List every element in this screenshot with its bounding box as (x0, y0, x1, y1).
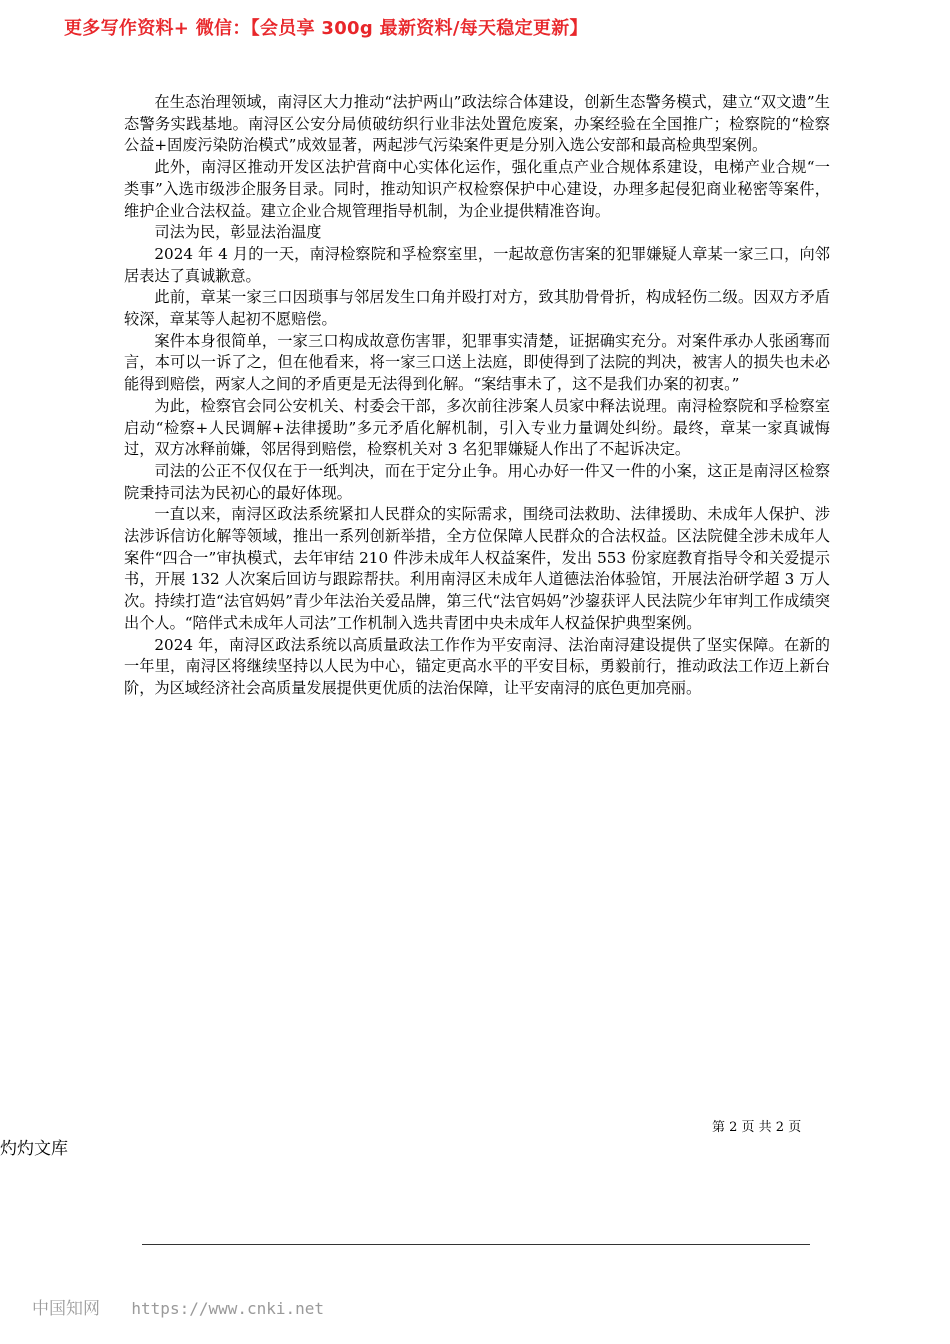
paragraph: 在生态治理领域，南浔区大力推动“法护两山”政法综合体建设，创新生态警务模式，建立“双文遗”生态警务实践基地。南浔区公安分局侦破纺织行业非法处置危废案，办案经验在全国推广；检察院的“检察公益+固废污染防治模式”成效显著，两起涉气污染案件更是分别入选公安部和最高检典型案例。 (124, 93, 830, 155)
paragraph: 此外，南浔区推动开发区法护营商中心实体化运作，强化重点产业合规体系建设，电梯产业合规“一类事”入选市级涉企服务目录。同时，推动知识产权检察保护中心建设，办理多起侵犯商业秘密等案件，维护企业合法权益。建立企业合规管理指导机制，为企业提供精准咨询。 (124, 158, 830, 220)
paragraph: 一直以来，南浔区政法系统紧扣人民群众的实际需求，围绕司法救助、法律援助、未成年人保护、涉法涉诉信访化解等领域，推出一系列创新举措，全方位保障人民群众的合法权益。区法院健全涉未成年人案件“四合一”审执模式，去年审结 210 件涉未成年人权益案件，发出 553 份家庭教育指导令和关爱提示书，开展 132 人次案后回访与跟踪帮扶。利用南浔区未成年人道德法治体验馆，开展法治研学超 3 万人次。持续打造“法官妈妈”青少年法治关爱品牌，第三代“法官妈妈”沙鋆获评人民法院少年审判工作成绩突出个人。“陪伴式未成年人司法”工作机制入选共青团中央未成年人权益保护典型案例。 (124, 505, 830, 632)
watermark-url[interactable]: https://www.cnki.net (131, 1299, 325, 1318)
paragraph: 为此，检察官会同公安机关、村委会干部，多次前往涉案人员家中释法说理。南浔检察院和孚检察室启动“检察+人民调解+法律援助”多元矛盾化解机制，引入专业力量调处纠纷。最终，章某一家真诚悔过，双方冰释前嫌，邻居得到赔偿，检察机关对 3 名犯罪嫌疑人作出了不起诉决定。 (124, 396, 830, 459)
paragraph: 司法的公正不仅仅在于一纸判决，而在于定分止争。用心办好一件又一件的小案，这正是南浔区检察院秉持司法为民初心的最好体现。 (124, 461, 830, 502)
paragraph: 此前，章某一家三口因琐事与邻居发生口角并殴打对方，致其肋骨骨折，构成轻伤二级。因双方矛盾较深，章某等人起初不愿赔偿。 (124, 288, 830, 329)
paragraph: 2024 年 4 月的一天，南浔检察院和孚检察室里，一起故意伤害案的犯罪嫌疑人章某一家三口，向邻居表达了真诚歉意。 (124, 244, 830, 285)
watermark-name: 中国知网 (32, 1299, 100, 1319)
section-heading: 司法为民，彰显法治温度 (154, 223, 322, 242)
watermark (32, 1294, 324, 1319)
paragraph: 案件本身很简单，一家三口构成故意伤害罪，犯罪事实清楚，证据确实充分。对案件承办人张函骞而言，本可以一诉了之，但在他看来，将一家三口送上法庭，即使得到了法院的判决，被害人的损失也未必能得到赔偿，两家人之间的矛盾更是无法得到化解。“案结事未了，这不是我们办案的初衷。” (124, 331, 830, 394)
paragraph: 2024 年，南浔区政法系统以高质量政法工作作为平安南浔、法治南浔建设提供了坚实保障。在新的一年里，南浔区将继续坚持以人民为中心，锚定更高水平的平安目标，勇毅前行，推动政法工作迈上新台阶，为区域经济社会高质量发展提供更优质的法治保障，让平安南浔的底色更加亮丽。 (124, 635, 830, 697)
promo-banner[interactable]: 更多写作资料+ 微信：【会员享 300g 最新资料/每天稳定更新】 (64, 18, 588, 39)
footer-divider (142, 1244, 810, 1245)
library-name: 灼灼文库 (0, 1139, 68, 1159)
page-number: 第 2 页 共 2 页 (712, 1120, 802, 1135)
article-body (124, 92, 830, 700)
